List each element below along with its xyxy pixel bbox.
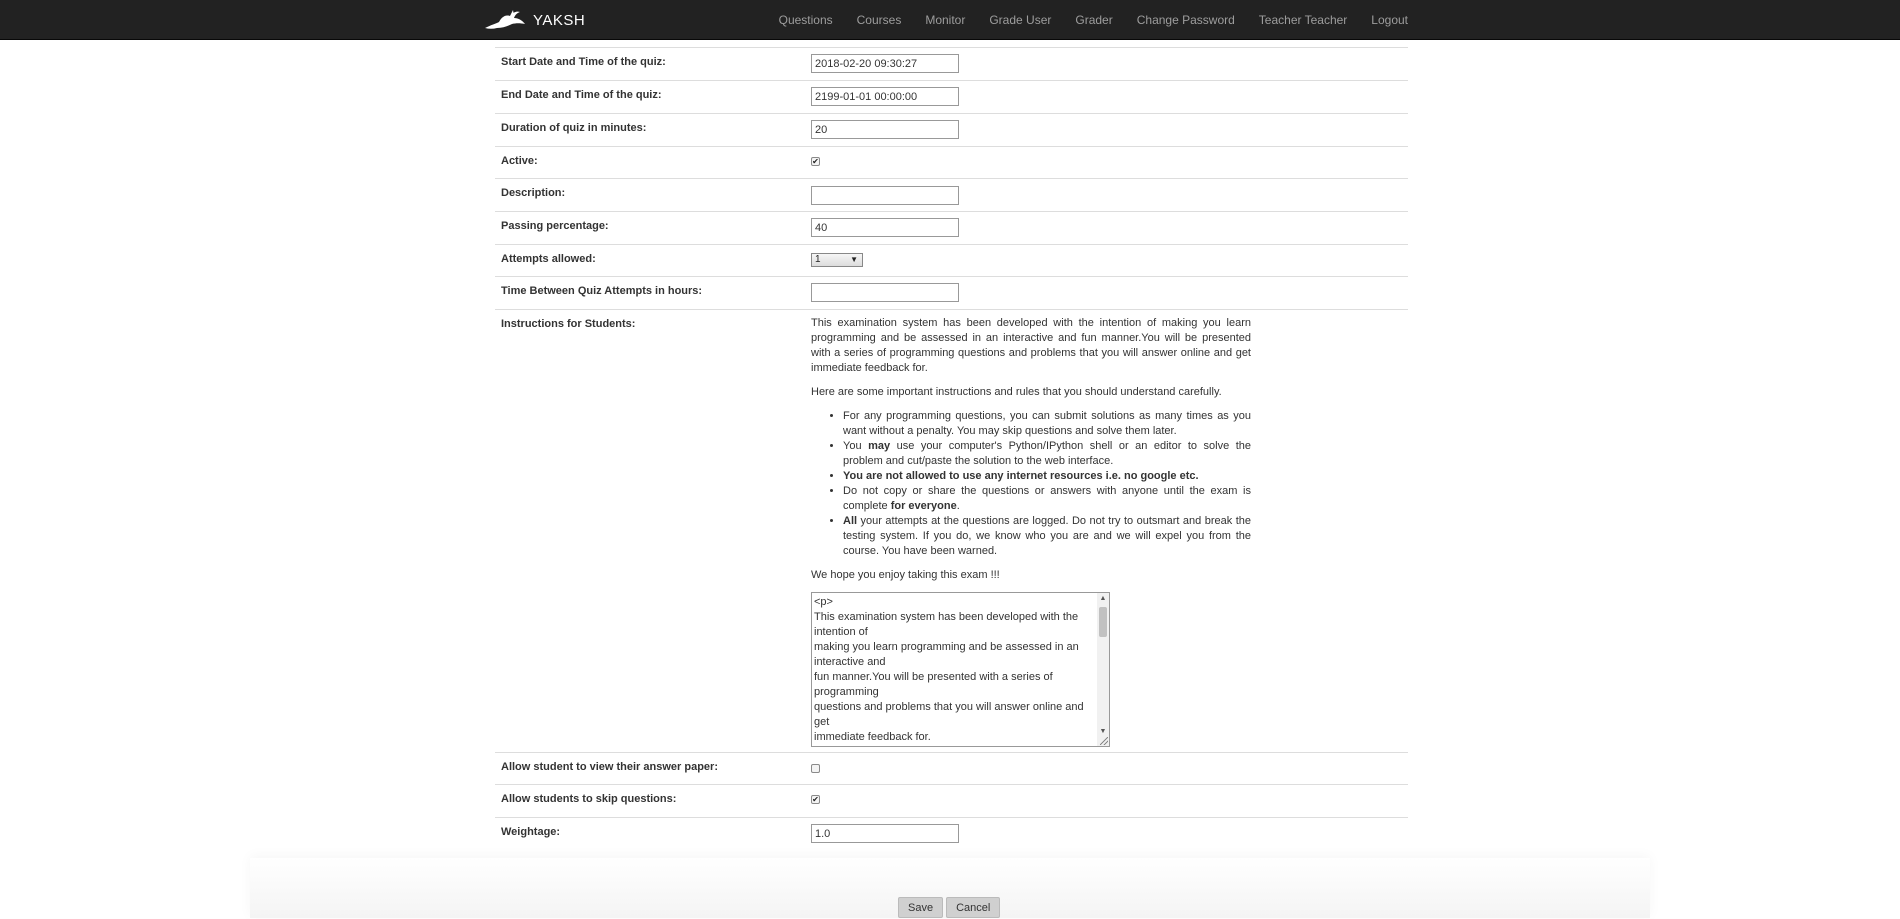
instructions-closing: We hope you enjoy taking this exam !!! bbox=[811, 569, 1000, 581]
weightage-input[interactable] bbox=[811, 824, 959, 843]
cancel-button[interactable]: Cancel bbox=[946, 897, 1000, 918]
form-row-skip bbox=[495, 784, 1408, 817]
form-row-instructions bbox=[495, 309, 1408, 752]
instructions-rules-intro: Here are some important instructions and rules that you should understand carefully. bbox=[811, 386, 1222, 398]
textarea-line: programming bbox=[814, 686, 879, 698]
textarea-line: questions and problems that you will answer online and bbox=[814, 701, 1084, 713]
form-row-active bbox=[495, 146, 1408, 178]
passing-percentage-label: Passing percentage: bbox=[501, 220, 609, 232]
scroll-up-arrow-icon[interactable]: ▲ bbox=[1099, 595, 1107, 602]
rule-item: • Do not copy or share the questions or answers with anyone until the exam is complete for everyone. bbox=[843, 484, 1251, 514]
attempts-select[interactable] bbox=[811, 253, 863, 267]
nav-change-password[interactable]: Change Password bbox=[1136, 13, 1235, 27]
start-date-input[interactable] bbox=[811, 54, 959, 73]
rule-item: • You are not allowed to use any internet resources i.e. no google etc. bbox=[843, 469, 1251, 484]
rule-item: • All your attempts at the questions are logged. Do not try to outsmart and break the testing system. If you do, we know who you are and we will expel you from the course. You have been warned. bbox=[843, 514, 1251, 559]
nav-questions[interactable]: Questions bbox=[778, 13, 833, 27]
rule-item: • You may use your computer's Python/IPython shell or an editor to solve the problem and cut/paste the solution to the web interface. bbox=[843, 439, 1251, 469]
nav-user-profile[interactable]: Teacher Teacher bbox=[1258, 13, 1348, 27]
description-label: Description: bbox=[501, 187, 566, 199]
skip-questions-label: Allow students to skip questions: bbox=[501, 793, 677, 805]
form-row-start bbox=[495, 47, 1408, 80]
textarea-line: intention of bbox=[814, 626, 868, 638]
end-date-label: End Date and Time of the quiz: bbox=[501, 89, 662, 101]
instructions-rules-list bbox=[811, 409, 1251, 559]
skip-questions-checkbox[interactable]: ✔ bbox=[812, 795, 819, 804]
instructions-preview bbox=[811, 316, 1251, 747]
nav-monitor[interactable]: Monitor bbox=[925, 13, 966, 27]
nav-grade-user[interactable]: Grade User bbox=[989, 13, 1052, 27]
active-label: Active: bbox=[501, 155, 538, 167]
nav-courses[interactable]: Courses bbox=[856, 13, 902, 27]
attempts-label: Attempts allowed: bbox=[501, 253, 596, 265]
time-between-input[interactable] bbox=[811, 283, 959, 302]
save-button[interactable]: Save bbox=[898, 897, 943, 918]
nav-grader[interactable]: Grader bbox=[1075, 13, 1113, 27]
end-date-input[interactable] bbox=[811, 87, 959, 106]
scroll-down-arrow-icon[interactable]: ▼ bbox=[1099, 728, 1107, 735]
weightage-label: Weightage: bbox=[501, 826, 561, 838]
view-paper-label: Allow student to view their answer paper: bbox=[501, 761, 718, 773]
main-nav bbox=[767, 0, 1408, 40]
textarea-line: This examination system has been developed with the bbox=[814, 611, 1079, 623]
form-row-attempts bbox=[495, 244, 1408, 276]
form-row-description bbox=[495, 178, 1408, 211]
view-paper-checkbox[interactable] bbox=[811, 764, 820, 773]
nav-logout[interactable]: Logout bbox=[1371, 13, 1408, 27]
description-input[interactable] bbox=[811, 186, 959, 205]
form-row-end bbox=[495, 80, 1408, 113]
form-row-view-paper bbox=[495, 752, 1408, 784]
passing-percentage-input[interactable] bbox=[811, 218, 959, 237]
textarea-line: immediate feedback for. bbox=[814, 731, 931, 743]
brand-name: YAKSH bbox=[533, 11, 586, 29]
crane-logo-icon bbox=[483, 8, 527, 32]
instructions-textarea[interactable] bbox=[811, 592, 1110, 747]
resize-handle-icon[interactable] bbox=[1100, 737, 1108, 745]
active-checkbox[interactable]: ✔ bbox=[812, 157, 819, 166]
scroll-thumb[interactable] bbox=[1099, 607, 1107, 637]
textarea-scrollbar[interactable] bbox=[1097, 593, 1109, 746]
textarea-line: <p> bbox=[814, 596, 833, 608]
dropdown-arrow-icon: ▼ bbox=[850, 255, 858, 264]
textarea-line: making you learn programming and be assessed in an bbox=[814, 641, 1079, 653]
duration-input[interactable] bbox=[811, 120, 959, 139]
attempts-selected-value: 1 bbox=[815, 254, 821, 265]
top-navbar bbox=[0, 0, 1900, 40]
instructions-intro: This examination system has been developed with the intention of making you learn programming and be assessed in an interactive and fun manner.You will be presented with a series of programming questions and problems that you will answer online and get immediate feedback for. bbox=[811, 317, 1251, 374]
form-row-duration bbox=[495, 113, 1408, 146]
start-date-label: Start Date and Time of the quiz: bbox=[501, 56, 666, 68]
form-actions bbox=[898, 897, 1000, 918]
form-row-time-between bbox=[495, 276, 1408, 309]
instructions-label: Instructions for Students: bbox=[501, 318, 636, 330]
textarea-line: fun manner.You will be presented with a series of bbox=[814, 671, 1053, 683]
time-between-label: Time Between Quiz Attempts in hours: bbox=[501, 285, 703, 297]
textarea-line: interactive and bbox=[814, 656, 886, 668]
textarea-line: get bbox=[814, 716, 830, 728]
form-row-passing bbox=[495, 211, 1408, 244]
quiz-form bbox=[495, 40, 1408, 850]
form-row-weightage bbox=[495, 817, 1408, 850]
duration-label: Duration of quiz in minutes: bbox=[501, 122, 647, 134]
brand-link[interactable] bbox=[483, 7, 585, 33]
rule-item: • For any programming questions, you can submit solutions as many times as you want without a penalty. You may skip questions and solve them later. bbox=[843, 409, 1251, 439]
